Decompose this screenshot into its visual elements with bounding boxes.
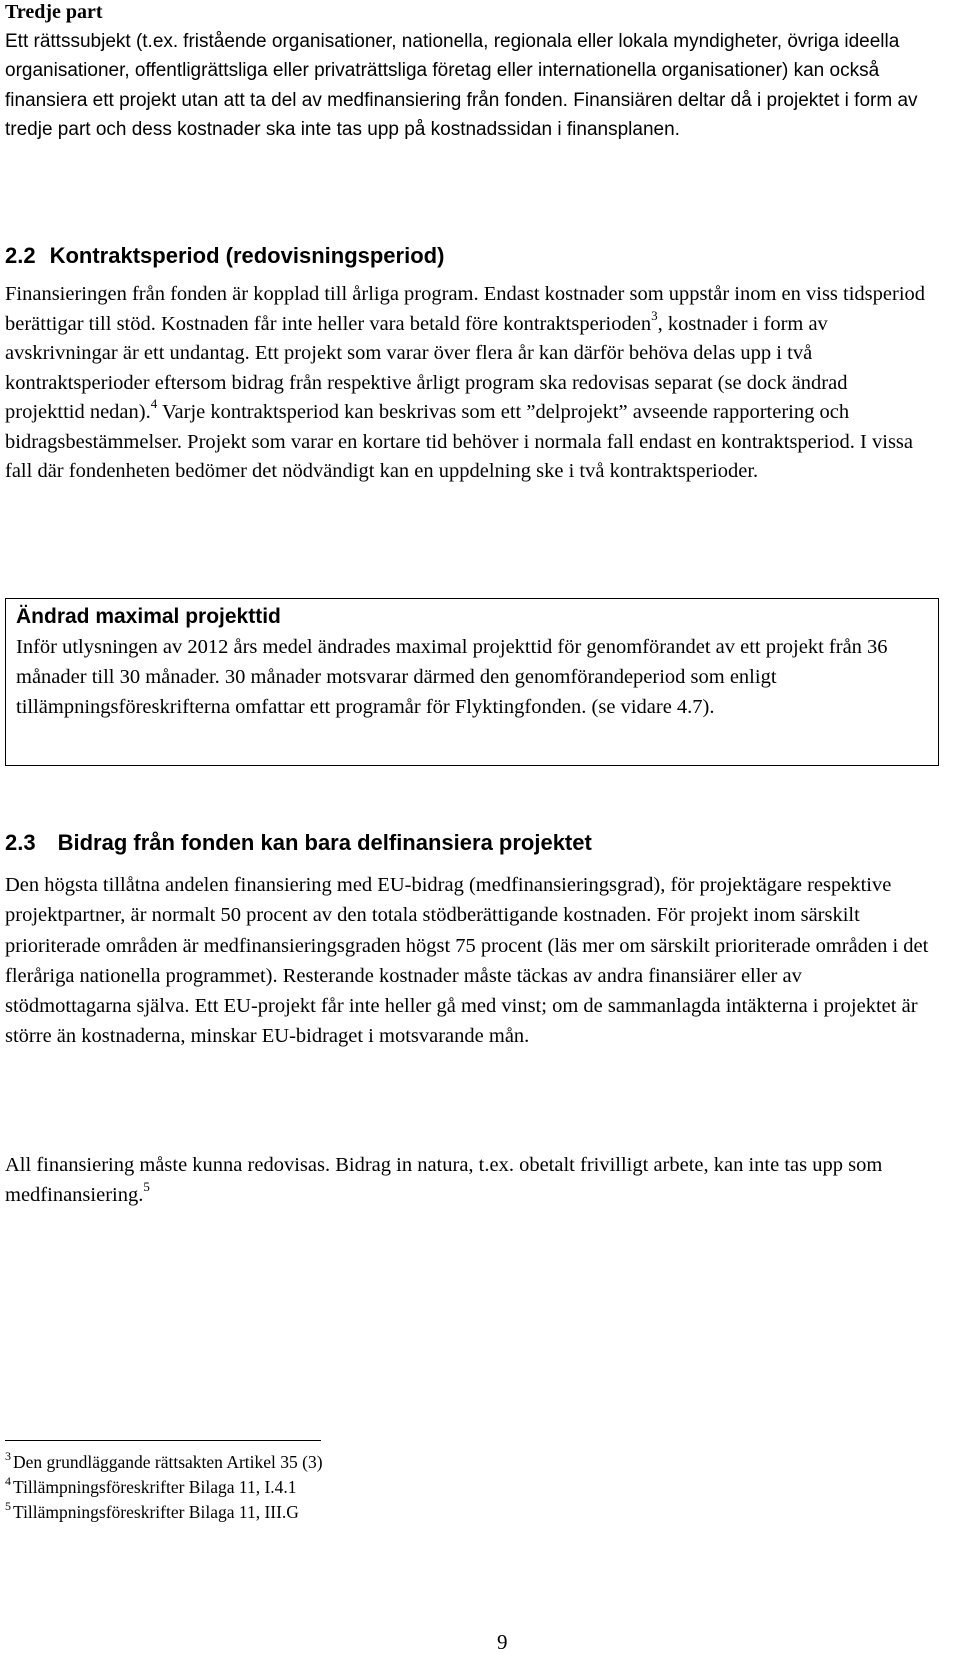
page-number: 9 (497, 1630, 508, 1654)
section-2-2-heading (5, 242, 444, 270)
footnote (5, 1450, 323, 1475)
section-number: 2.3 (5, 830, 36, 855)
section-2-2-paragraph (5, 280, 930, 487)
paragraph-text: , kostnader i form av avskrivningar är ett undantag. Ett projekt som varar över flera år kan därför behöva delas upp i två kontraktsperioder eftersom bidrag från respektive årligt program ska redovisas separat (se dock ändrad projekttid nedan). (5, 312, 848, 423)
notice-box (5, 598, 939, 766)
footnote-ref-4[interactable]: 4 (150, 396, 158, 412)
footnote-text: Tillämpningsföreskrifter Bilaga 11, III.G (13, 1502, 299, 1522)
section-title: Bidrag från fonden kan bara delfinansiera projektet (57, 830, 592, 855)
section-2-3-paragraph-2 (5, 1150, 930, 1210)
footnote (5, 1475, 323, 1500)
footnote (5, 1500, 323, 1525)
footnote-text: Den grundläggande rättsakten Artikel 35 (3) (13, 1452, 323, 1472)
paragraph-text: Varje kontraktsperiod kan beskrivas som ett ”delprojekt” avseende rapportering och bidragsbestämmelser. Projekt som varar en kortare tid behöver i normala fall endast en kontraktsperiod. I vissa fall där fondenheten bedömer det nödvändigt kan en uppdelning ske i två kontraktsperioder. (5, 401, 913, 482)
footnotes (5, 1450, 323, 1525)
footnote-separator (5, 1440, 321, 1441)
paragraph-text: Finansieringen från fonden är kopplad till årliga program. Endast kostnader som uppstår inom en viss tidsperiod berättigar till stöd. Kostnaden får inte heller vara betald före kontraktsperioden (5, 283, 926, 335)
section-number: 2.2 (5, 243, 36, 268)
footnote-number: 3 (5, 1449, 11, 1464)
footnote-number: 5 (5, 1499, 11, 1514)
footnote-number: 4 (5, 1474, 11, 1489)
tredje-part-body: fristående organisationer, nationella, regionala eller lokala myndigheter, övriga ideella organisationer, offentligrättsliga eller privaträttsliga företag eller internationella organisationer) kan också finansiera ett projekt utan att ta del av medfinansiering från fonden. Finansiären deltar då i projektet i form av tredje part och dess kostnader ska inte tas upp på kostnadssidan i finansplanen. (5, 31, 918, 141)
notice-box-title: Ändrad maximal projekttid (16, 605, 281, 628)
notice-box-text: Inför utlysningen av 2012 års medel ändrades maximal projekttid för genomförandet av ett projekt från 36 månader till 30 månader. 30 månader motsvarar därmed den genomförandeperiod som enligt tillämpningsföreskrifterna omfattar ett programår för Flyktingfonden. (se vidare 4.7). (16, 636, 888, 719)
tredje-part-text (5, 27, 925, 145)
footnote-ref-3[interactable]: 3 (651, 307, 658, 323)
footnote-ref-5[interactable]: 5 (143, 1179, 150, 1195)
section-2-3-paragraph-1: Den högsta tillåtna andelen finansiering med EU-bidrag (medfinansieringsgrad), för projektägare respektive projektpartner, är normalt 50 procent av den totala stödberättigande kostnaden. För projekt inom särskilt prioriterade områden är medfinansieringsgraden högst 75 procent (läs mer om särskilt prioriterade områden i det fleråriga nationella programmet). Resterande kostnader måste täckas av andra finansiärer eller av stödmottagarna själva. Ett EU-projekt får inte heller gå med vinst; om de sammanlagda intäkterna i projektet är större än kostnaderna, minskar EU-bidraget i motsvarande mån. (5, 874, 929, 1048)
paragraph-text: All finansiering måste kunna redovisas. Bidrag in natura, t.ex. obetalt frivilligt arbete, kan inte tas upp som medfinansiering. (5, 1154, 883, 1206)
footnote-text: Tillämpningsföreskrifter Bilaga 11, I.4.1 (13, 1477, 297, 1497)
tredje-part-title: Tredje part (5, 1, 103, 23)
tredje-part-lead: Ett rättssubjekt (t.ex. (5, 31, 179, 52)
section-title: Kontraktsperiod (redovisningsperiod) (49, 243, 445, 268)
section-2-3-heading (5, 828, 592, 858)
